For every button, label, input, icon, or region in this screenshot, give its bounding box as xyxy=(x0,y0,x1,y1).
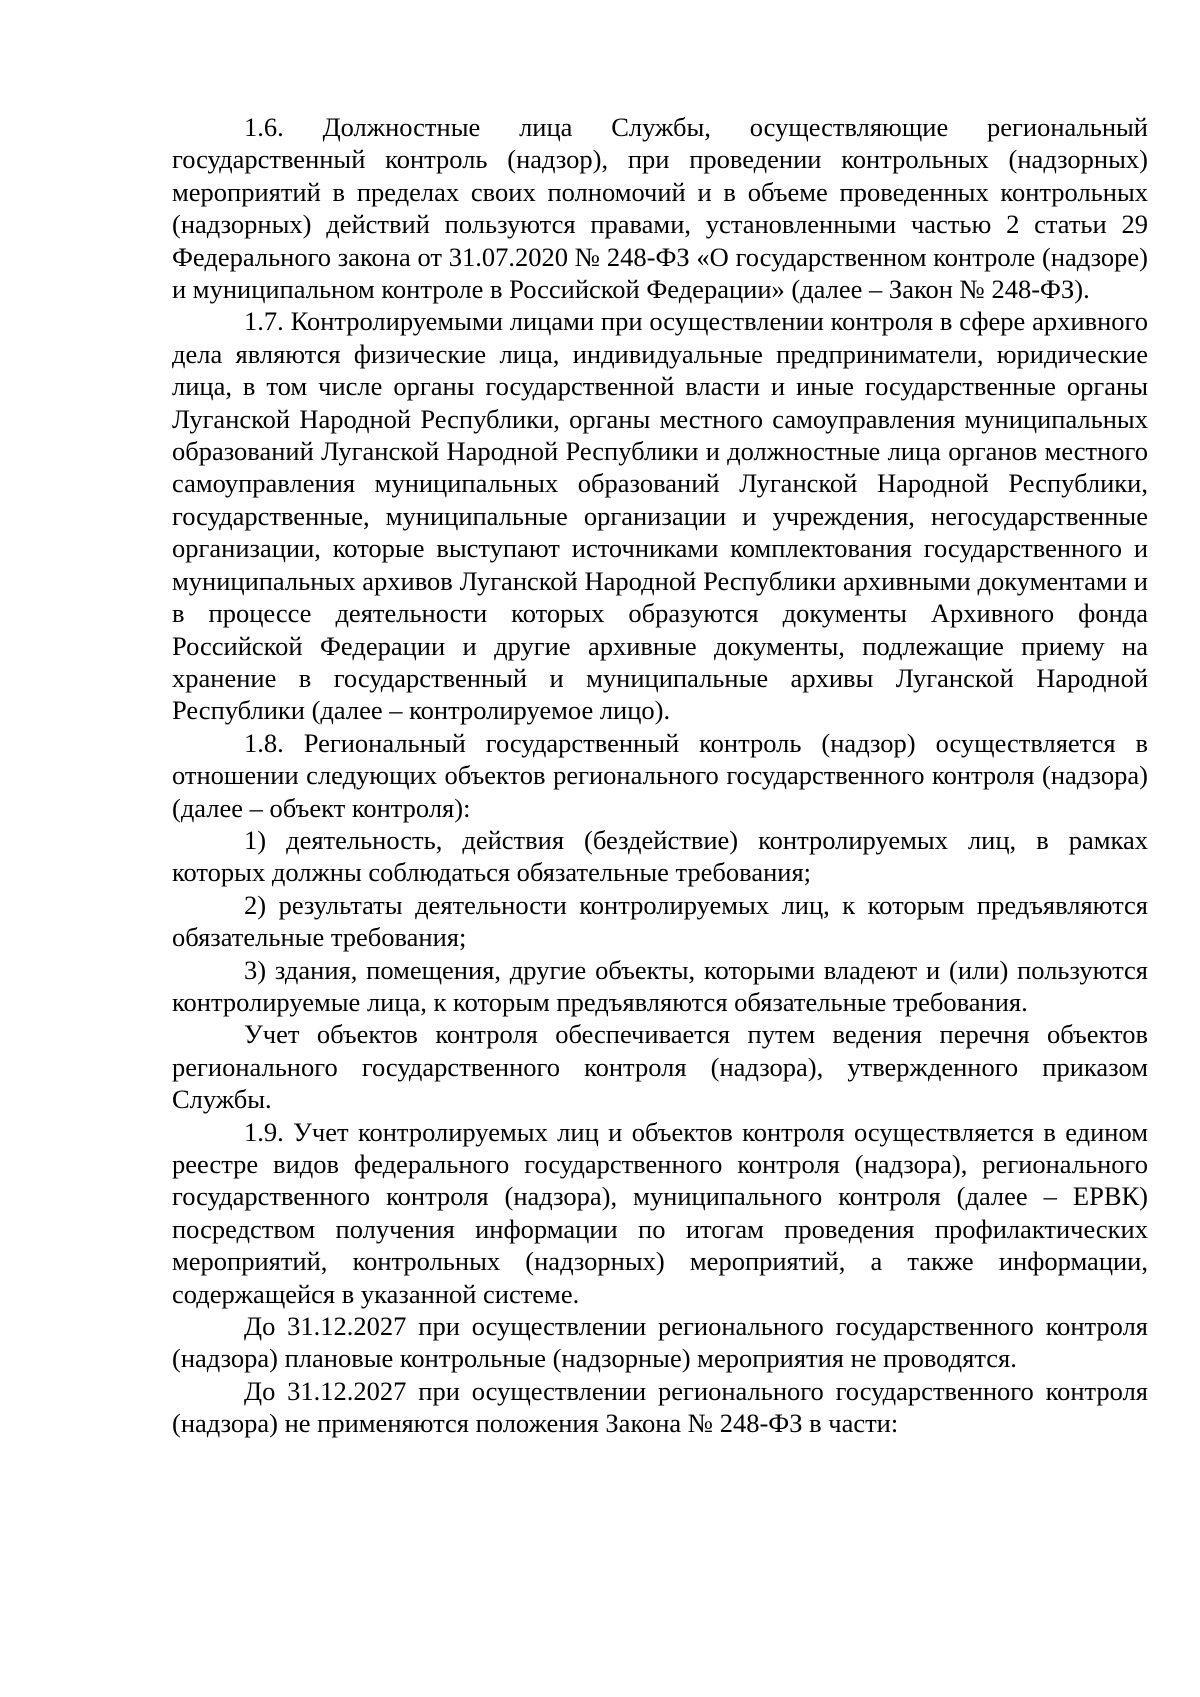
paragraph-1-7: 1.7. Контролируемыми лицами при осуществлении контроля в сфере архивного дела являются физические лица, индивидуальные предприниматели, юридические лица, в том числе органы государственной власти и иные государственные органы Луганской Народной Республики, органы местного самоуправления муниципальных образований Луганской Народной Республики и должностные лица органов местного самоуправления муниципальных образований Луганской Народной Республики, государственные, муниципальные организации и учреждения, негосударственные организации, которые выступают источниками комплектования государственного и муниципальных архивов Луганской Народной Республики архивными документами и в процессе деятельности которых образуются документы Архивного фонда Российской Федерации и другие архивные документы, подлежащие приему на хранение в государственный и муниципальные архивы Луганской Народной Республики (далее – контролируемое лицо). xyxy=(172,306,1148,726)
list-item-1: 1) деятельность, действия (бездействие) контролируемых лиц, в рамках которых должны соблюдаться обязательные требования; xyxy=(172,824,1148,888)
paragraph-objects-accounting: Учет объектов контроля обеспечивается путем ведения перечня объектов регионального государственного контроля (надзора), утвержденного приказом Службы. xyxy=(172,1019,1148,1115)
paragraph-planned-measures: До 31.12.2027 при осуществлении регионального государственного контроля (надзора) плановые контрольные (надзорные) мероприятия не проводятся. xyxy=(172,1311,1148,1374)
document-body xyxy=(172,111,1148,1440)
paragraph-law-exceptions: До 31.12.2027 при осуществлении регионального государственного контроля (надзора) не применяются положения Закона № 248-ФЗ в части: xyxy=(172,1375,1148,1439)
list-item-2: 2) результаты деятельности контролируемых лиц, к которым предъявляются обязательные требования; xyxy=(172,889,1148,953)
paragraph-1-8: 1.8. Региональный государственный контроль (надзор) осуществляется в отношении следующих объектов регионального государственного контроля (надзора) (далее – объект контроля): xyxy=(172,727,1148,823)
paragraph-1-9: 1.9. Учет контролируемых лиц и объектов контроля осуществляется в едином реестре видов федерального государственного контроля (надзора), регионального государственного контроля (надзора), муниципального контроля (далее – ЕРВК) посредством получения информации по итогам проведения профилактических мероприятий, контрольных (надзорных) мероприятий, а также информации, содержащейся в указанной системе. xyxy=(172,1116,1148,1309)
paragraph-1-6: 1.6. Должностные лица Службы, осуществляющие региональный государственный контроль (надзор), при проведении контрольных (надзорных) мероприятий в пределах своих полномочий и в объеме проведенных контрольных (надзорных) действий пользуются правами, установленными частью 2 статьи 29 Федерального закона от 31.07.2020 № 248-ФЗ «О государственном контроле (надзоре) и муниципальном контроле в Российской Федерации» (далее – Закон № 248-ФЗ). xyxy=(172,112,1148,305)
list-item-3: 3) здания, помещения, другие объекты, которыми владеют и (или) пользуются контролируемые лица, к которым предъявляются обязательные требования. xyxy=(172,954,1148,1017)
